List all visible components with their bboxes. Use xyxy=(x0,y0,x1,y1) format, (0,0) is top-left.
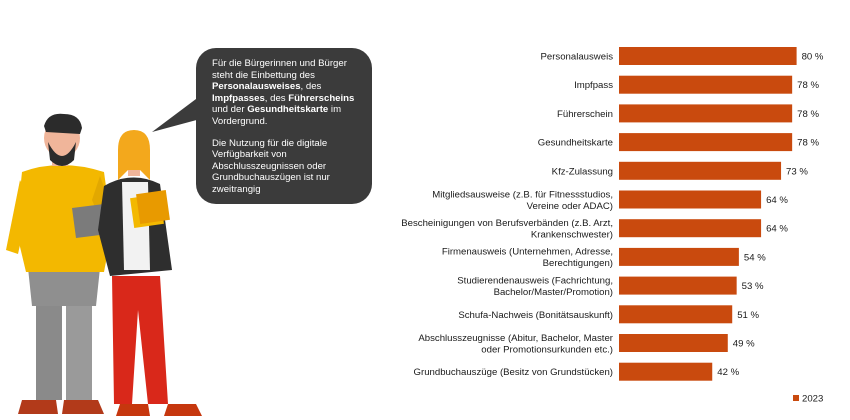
category-label: Gesundheitskarte xyxy=(537,137,613,149)
data-label: 78 % xyxy=(797,108,820,120)
category-label: Studierendenausweis (Fachrichtung, xyxy=(457,275,613,287)
category-label: Impfpass xyxy=(574,80,613,92)
legend-label: 2023 xyxy=(802,393,824,405)
data-label: 80 % xyxy=(801,51,824,63)
category-label: Firmenausweis (Unternehmen, Adresse, xyxy=(441,246,613,258)
bar xyxy=(619,248,739,266)
legend-swatch xyxy=(793,395,799,401)
category-label: Kfz-Zulassung xyxy=(551,166,613,178)
category-label: Bescheinigungen von Berufsverbänden (z.B. Arzt, xyxy=(401,217,613,229)
category-label: Personalausweis xyxy=(540,51,613,63)
category-label: Krankenschwester) xyxy=(530,229,613,241)
callout-paragraph-2: Die Nutzung für die digitale Verfügbarkeit von Abschlusszeugnissen oder Grundbuchauszügen ist nur zweitrangig xyxy=(212,137,330,195)
data-label: 54 % xyxy=(743,252,766,264)
bar xyxy=(619,162,781,180)
bar xyxy=(619,47,797,65)
category-label: Berechtigungen) xyxy=(542,258,613,270)
category-label: Schufa-Nachweis (Bonitätsauskunft) xyxy=(458,309,613,321)
bar xyxy=(619,305,732,323)
bar xyxy=(619,363,712,381)
bar xyxy=(619,334,728,352)
category-label: oder Promotionsurkunden etc.) xyxy=(481,344,613,356)
data-label: 64 % xyxy=(766,223,788,235)
data-label: 78 % xyxy=(797,80,820,92)
bar xyxy=(619,133,792,151)
category-label: Bachelor/Master/Promotion) xyxy=(493,286,613,298)
data-label: 51 % xyxy=(737,309,760,321)
category-label: Mitgliedsausweise (z.B. für Fitnessstudios, xyxy=(432,189,613,201)
bar xyxy=(619,277,737,295)
category-label: Abschlusszeugnisse (Abitur, Bachelor, Master xyxy=(418,332,613,344)
bar xyxy=(619,104,792,122)
data-label: 78 % xyxy=(797,137,820,149)
bar xyxy=(619,191,761,209)
bar xyxy=(619,219,761,237)
callout-paragraph-1: Für die Bürgerinnen und Bürger steht die Einbettung des Personalausweises, des Impfpasses, des Führerscheins und der Gesundheitskarte im Vordergrund. xyxy=(212,58,355,127)
data-label: 73 % xyxy=(786,166,808,178)
category-label: Grundbuchauszüge (Besitz von Grundstücken) xyxy=(413,367,613,379)
data-label: 42 % xyxy=(717,367,740,379)
category-label: Führerschein xyxy=(557,108,613,120)
data-label: 64 % xyxy=(766,195,788,206)
category-label: Vereine oder ADAC) xyxy=(526,200,613,212)
bar xyxy=(619,76,792,94)
data-label: 49 % xyxy=(732,338,755,350)
data-label: 53 % xyxy=(741,281,764,293)
